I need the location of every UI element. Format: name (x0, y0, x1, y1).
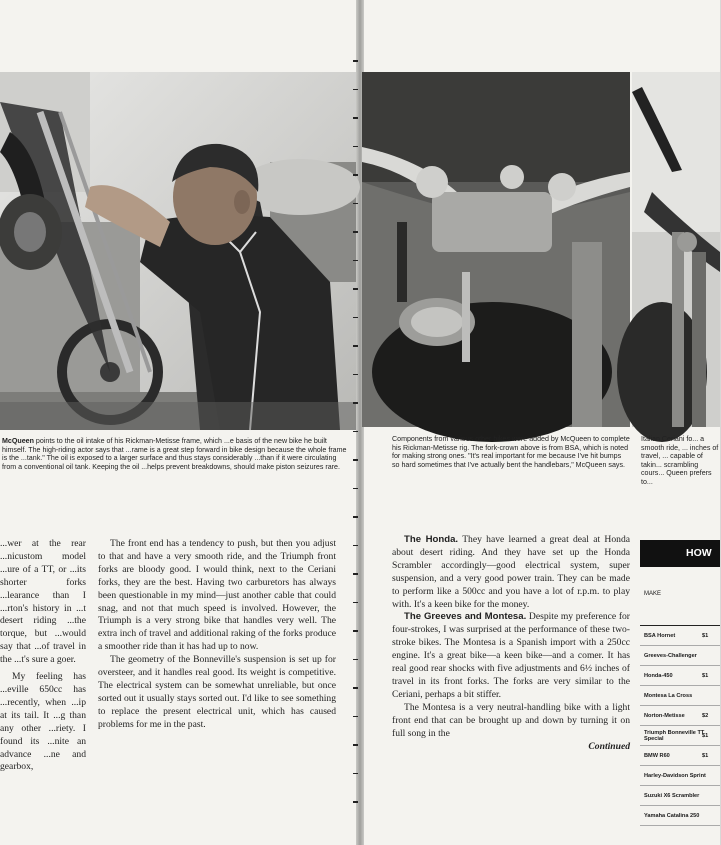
table-cell-value: $1 (702, 672, 709, 679)
section-head-greeves: The Greeves and Montesa. (404, 611, 527, 623)
caption-right: Italian Ceriani fo... a smooth ride, ... inches of travel, ... capable of takin... scrambling cours... Queen prefers to... (641, 435, 719, 486)
table-row (640, 706, 720, 726)
table-row (640, 726, 720, 746)
table-cell-value: $1 (702, 752, 709, 759)
body-left-col-2 (98, 538, 336, 808)
table-cell-make: Suzuki X6 Scrambler (644, 792, 700, 799)
table-cell-make: Harley-Davidson Sprint (644, 772, 706, 779)
photo-handlebars (362, 72, 630, 427)
table-cell-make: Norton-Metisse (644, 712, 685, 719)
photo-forks-illustration (632, 72, 720, 427)
caption-main-text: points to the oil intake of his Rickman-Metisse frame, which ...e basis of the new bike he built himself. The high-riding actor says that ...rame is a great step forward in bike design because the whole frame is the ...tank." The oil is exposed to a larger surface and thus stays considerably ...than if it were circulating from a conventional oil tank. Keeping the oil ...helps prevent breakdowns, should make piston seizures rare. (2, 437, 347, 471)
body-paragraph: The geometry of the Bonneville's suspension is set up for oversteer, and it handles real good. Its weight is competitive. The electrical system can be somewhat unreliable, but once sorted out it usually stays sorted out. I'd like to see something to replace the present electrical unit, which has caused problems for me in the past. (98, 654, 336, 730)
section-head-honda: The Honda. (404, 534, 459, 545)
photo-handlebars-illustration (362, 72, 630, 427)
body-paragraph-montesa (392, 702, 630, 741)
binding-marks (353, 60, 361, 820)
photo-mcqueen-illustration (0, 72, 356, 430)
table-cell-value: $1 (702, 732, 709, 739)
body-paragraph-greeves (392, 611, 630, 701)
table-row (640, 786, 720, 806)
table-cell-make: BMW R60 (644, 752, 670, 759)
caption-middle: Components from various other bikes were added by McQueen to complete his Rickman-Metisse rig. The fork-crown above is from BSA, which is noted for making strong ones. "It's real important for me because I've hit bumps so hard sometimes that I've actually bent the handlebars," McQueen says. (392, 435, 630, 469)
table-row (640, 766, 720, 786)
montesa-text: The Montesa is a very neutral-handling bike with a light front end that can be brought up and down by turning it on full song in the (392, 701, 630, 739)
table-col-header (640, 567, 720, 626)
table-cell-make: BSA Hornet (644, 632, 676, 639)
body-left-col-1 (0, 538, 86, 808)
body-paragraph: My feeling has ...eville 650cc has ...recently, when ...ip at its tail. It ...g than any other ...riety. I found its ...nite an advance ...ne and gearbox, (0, 671, 86, 773)
caption-main (2, 437, 347, 471)
table-cell-make: Montesa La Cross (644, 692, 693, 699)
table-cell-make: Yamaha Catalina 250 (644, 812, 700, 819)
table-cell-value: $1 (702, 632, 709, 639)
photo-ceriani-forks (632, 72, 720, 427)
table-cell-value: $2 (702, 712, 709, 719)
caption-main-lead: McQueen (2, 437, 34, 445)
table-cell-make: Greeves-Challenger (644, 652, 697, 659)
table-row (640, 746, 720, 766)
body-paragraph: ...wer at the rear ...nicustom model ...ure of a TT, or ...its shorter forks ...learance than I ...rton's history in ...t desert riding ...the torque, but ...would say that ...of travel in the ...t's sure a goer. (0, 538, 86, 666)
photo-mcqueen-bike (0, 72, 356, 430)
table-row (640, 686, 720, 706)
continued-label: Continued (588, 740, 630, 752)
body-paragraph: The front end has a tendency to push, but then you adjust to that and have a very smooth ride, and the Triumph front forks are bloody good. I would think, next to the Ceriani forks, they are the best. Having two carburetors has always been questionable in my mind—just another cable that could snag, and not that much speed is involved. However, the Triumph is a very strong bike that handles very well. The extra inch of travel and additional raking of the forks produce a smoother ride than it has had up to now. (98, 538, 336, 653)
table-row (640, 626, 720, 646)
honda-text: They have learned a great deal at Honda about desert riding. And they have set up the Honda Scrambler accordingly—good electrical system, super suspension, and a very good power train. They can be made to perform like a 500cc and you have a lot of r.p.m. to play with. It's a keen bike for the money. (392, 534, 631, 610)
table-col-make: MAKE (644, 591, 662, 597)
table-row (640, 646, 720, 666)
table-row (640, 806, 720, 826)
table-cell-make: Triumph Bonneville TT Special (644, 729, 705, 742)
body-paragraph-honda (392, 534, 630, 611)
body-right-col (392, 534, 630, 814)
comparison-table (640, 540, 720, 819)
table-row (640, 666, 720, 686)
table-cell-make: Honda-450 (644, 672, 673, 679)
greeves-text: Despite my preference for four-strokes, I was surprised at the performance of these two-stroke bikes. The Montesa is a Spanish import with a 250cc engine. It's a great bike—a keen bike—and a comer. It has real good rear shocks with five adjustments and 6½ inches of travel in its front forks. The forks are very similar to the Ceriani, perhaps a bit stiffer. (392, 611, 630, 700)
table-title: HOW (640, 540, 720, 567)
